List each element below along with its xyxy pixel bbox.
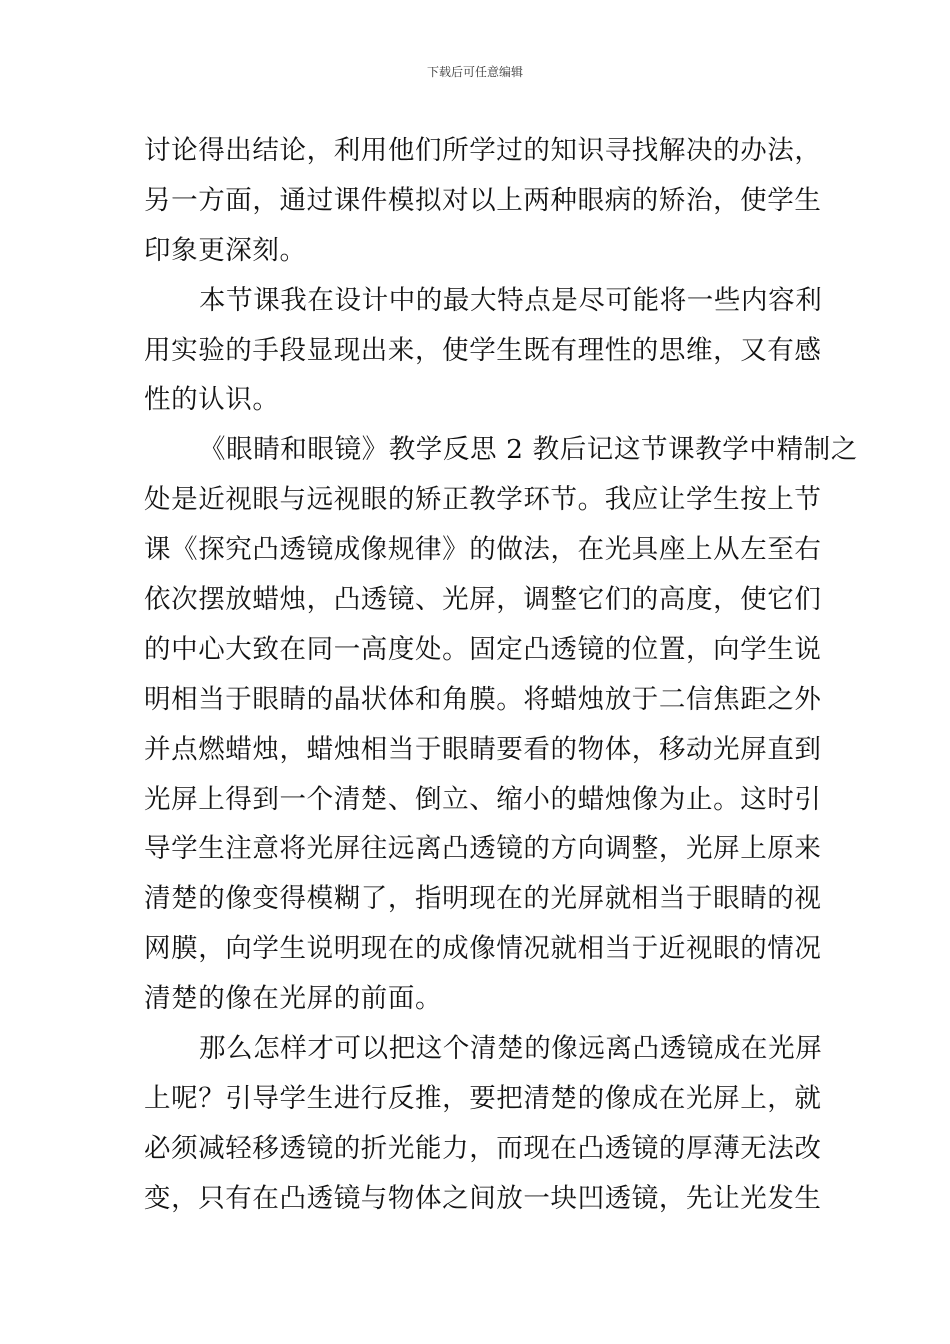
- text-line: 的中心大致在同一高度处。固定凸透镜的位置，向学生说: [144, 633, 822, 665]
- text-line: 性的认识。: [144, 384, 280, 416]
- text-line: 并点燃蜡烛，蜡烛相当于眼睛要看的物体，移动光屏直到: [144, 733, 822, 765]
- text-line: 依次摆放蜡烛，凸透镜、光屏，调整它们的高度，使它们: [144, 584, 822, 616]
- text-line: 网膜，向学生说明现在的成像情况就相当于近视眼的情况: [144, 933, 822, 965]
- text-line: 课《探究凸透镜成像规律》的做法，在光具座上从左至右: [144, 534, 822, 566]
- text-line: 另一方面，通过课件模拟对以上两种眼病的矫治，使学生: [144, 184, 822, 216]
- paragraph-first-line: 本节课我在设计中的最大特点是尽可能将一些内容利: [199, 284, 823, 316]
- text-line: 必须减轻移透镜的折光能力，而现在凸透镜的厚薄无法改: [144, 1132, 822, 1164]
- page-header: 下载后可任意编辑: [426, 65, 523, 79]
- paragraph-first-line: 那么怎样才可以把这个清楚的像远离凸透镜成在光屏: [199, 1033, 823, 1065]
- text-line: 处是近视眼与远视眼的矫正教学环节。我应让学生按上节: [144, 484, 822, 516]
- text-line: 导学生注意将光屏往远离凸透镜的方向调整，光屏上原来: [144, 833, 822, 865]
- document-body: [144, 126, 858, 1224]
- text-line: 印象更深刻。: [144, 234, 307, 266]
- paragraph-first-line: 《眼睛和眼镜》教学反思 2 教后记这节课教学中精制之: [199, 434, 858, 466]
- text-line: 讨论得出结论，利用他们所学过的知识寻找解决的办法，: [144, 135, 822, 166]
- text-line: 清楚的像变得模糊了，指明现在的光屏就相当于眼睛的视: [144, 883, 822, 915]
- text-line: 光屏上得到一个清楚、倒立、缩小的蜡烛像为止。这时引: [144, 783, 822, 815]
- text-line: 清楚的像在光屏的前面。: [144, 983, 443, 1015]
- text-line: 上呢？引导学生进行反推，要把清楚的像成在光屏上，就: [144, 1082, 822, 1114]
- text-line: 变，只有在凸透镜与物体之间放一块凹透镜，先让光发生: [144, 1182, 822, 1214]
- text-line: 用实验的手段显现出来，使学生既有理性的思维，又有感: [144, 334, 822, 366]
- text-line: 明相当于眼睛的晶状体和角膜。将蜡烛放于二信焦距之外: [144, 683, 822, 715]
